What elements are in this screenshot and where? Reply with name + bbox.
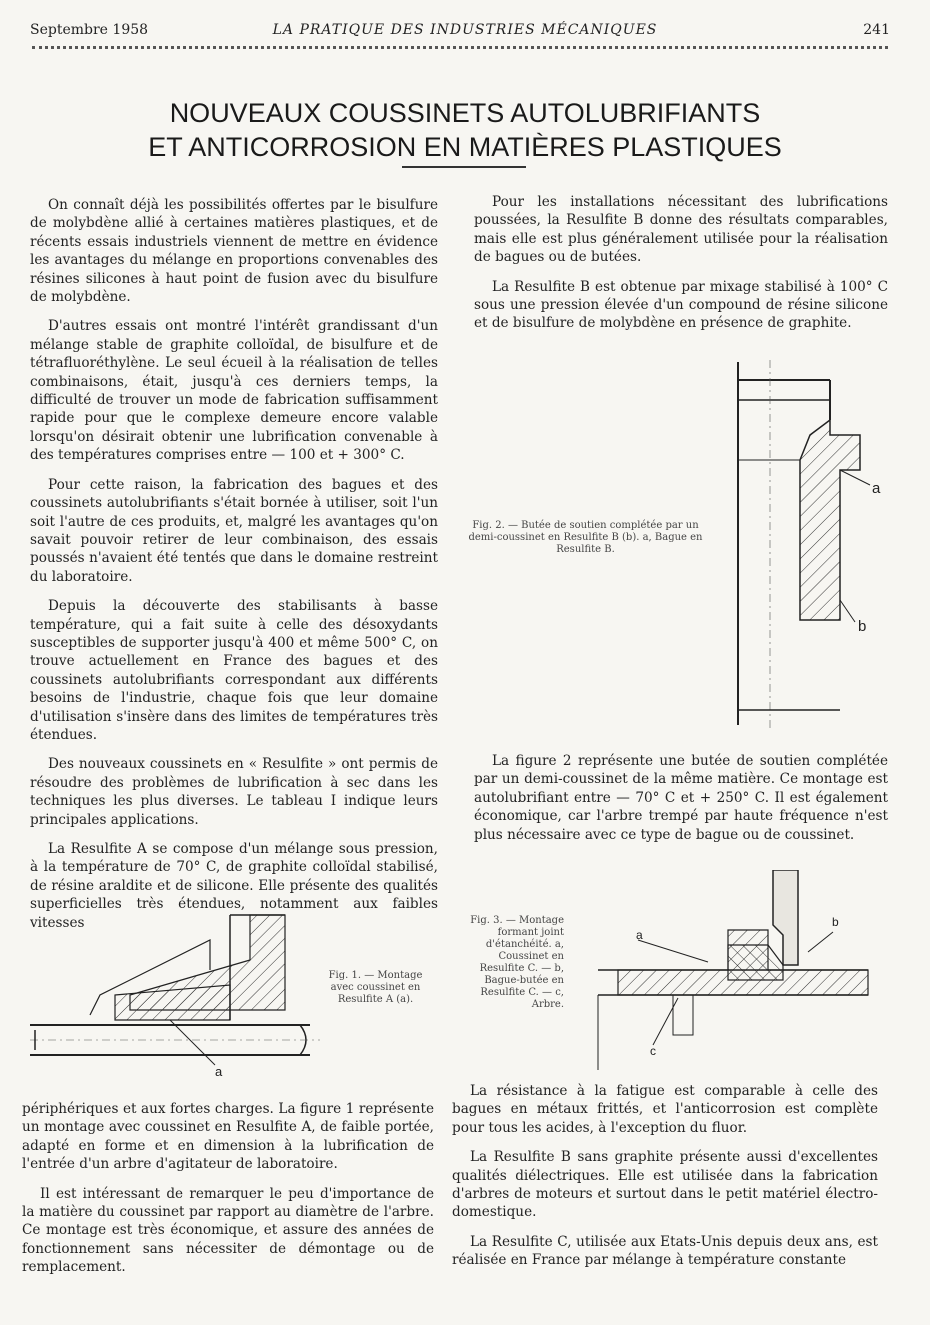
fig2-label-a: a [872, 480, 881, 497]
paragraph: Pour cette raison, la fabrication des bagues et des coussinets autolubrifiants s'était bornée à utiliser, soit l'un soit l'autre de ces produits, et, malgré les avantages qu'on savait pouvoir retirer de leur combinaison, des essais poussés n'avaient été tentés que dans le domaine restreint du laboratoire. [30, 476, 438, 585]
paragraph: La résistance à la fatigue est comparable à celle des bagues en métaux frittés, et l'anticorrosion est complète pour tous les acides, à l'exception du fluor. [452, 1083, 878, 1136]
fig3-label-c: c [650, 1044, 656, 1058]
paragraph: D'autres essais ont montré l'intérêt grandissant d'un mélange stable de graphite colloïdal, de bisulfure et de tétrafluoréthylène. Le seul écueil à la réalisation de telles combinaisons, était, jusqu'à ces derniers temps, la difficulté de trouver un mode de fabrication suffisamment rapide pour que le complexe demeure encore valable lorsqu'on désirait obtenir une lubrification convenable à des températures comprises entre — 100 et + 300° C. [30, 318, 438, 464]
paragraph: La Resulfite B est obtenue par mixage stabilisé à 100° C sous une pression élevée d'un compound de résine silicone et de bisulfure de molybdène en présence de graphite. [474, 278, 888, 332]
paragraph: périphériques et aux fortes charges. La figure 1 représente un montage avec coussinet en Resulfite A, de faible portée, adapté en forme et en dimension à la lubrification de l'entrée d'un arbre d'agitateur de laboratoire. [22, 1101, 434, 1173]
figure-2-drawing [730, 360, 890, 730]
paragraph: Depuis la découverte des stabilisants à basse température, qui a fait suite à celle des désoxydants susceptibles de supporter jusqu'à 400 et même 500° C, on trouve actuellement en France des bagues et des coussinets autolubrifiants correspondant aux différents besoins de l'industrie, chaque fois que leur domaine d'utilisation s'insère dans des limites de températures très étendues. [30, 598, 438, 743]
page-number: 241 [863, 22, 890, 38]
header-divider [32, 46, 888, 49]
paragraph: Pour les installations nécessitant des lubrifications poussées, la Resulfite B donne des résultats comparables, mais elle est plus généralement utilisée pour la réalisation de bagues ou de butées. [474, 194, 888, 266]
figure-2-caption: Fig. 2. — Butée de soutien complétée par un demi-coussinet en Resulfite B (b). a, Bague en Resulfite B. [468, 520, 703, 555]
figure-3-caption: Fig. 3. — Montage formant joint d'étanchéité. a, Coussinet en Resulfite C. — b, Bague-butée en Resulfite C. — c, Arbre. [470, 915, 564, 1010]
article-title-line1: NOUVEAUX COUSSINETS AUTOLUBRIFIANTS [169, 98, 761, 128]
figure-1-drawing [30, 900, 320, 1075]
figure-1-caption: Fig. 1. — Montage avec coussinet en Resulfite A (a). [328, 970, 423, 1005]
paragraph: La Resulfite B sans graphite présente aussi d'excellentes qualités diélectriques. Elle est utilisée dans la fabrication d'arbres de moteurs et surtout dans le petit matériel électro-domestique. [452, 1149, 878, 1221]
fig2-label-b: b [858, 618, 867, 635]
header-date: Septembre 1958 [30, 22, 149, 38]
right-column-lower [452, 1082, 878, 1281]
fig1-label-a: a [215, 1064, 223, 1079]
paragraph: Il est intéressant de remarquer le peu d'importance de la matière du coussinet par rapport au diamètre de l'arbre. Ce montage est très économique, et assure des années de fonctionnement sans nécessiter de démontage ou de remplacement. [22, 1185, 434, 1276]
header-journal: LA PRATIQUE DES INDUSTRIES MÉCANIQUES [272, 22, 658, 38]
fig3-label-b: b [832, 915, 839, 929]
figure-3-drawing [578, 870, 878, 1070]
left-column [30, 196, 438, 943]
right-column-upper [474, 193, 888, 344]
paragraph: On connaît déjà les possibilités offertes par le bisulfure de molybdène allié à certaines matières plastiques, et de récents essais industriels viennent de mettre en évidence les avantages du mélange en proportions convenables des résines silicones à haut point de fusion avec du bisulfure de molybdène. [30, 197, 438, 306]
fig3-label-a: a [636, 928, 643, 942]
title-rule [402, 166, 526, 168]
paragraph: Des nouveaux coussinets en « Resulfite » ont permis de résoudre des problèmes de lubrification à sec dans les techniques les plus diverses. Le tableau I indique leurs principales applications. [30, 756, 438, 828]
article-title-line2: ET ANTICORROSION EN MATIÈRES PLASTIQUES [148, 132, 782, 162]
paragraph: La Resulfite A se compose d'un mélange sous pression, à la température de 70° C, de graphite colloïdal stabilisé, de résine araldite et de silicone. Elle présente des qualités superficielles très étendues, notamment aux faibles vitesses [30, 841, 438, 931]
paragraph: La Resulfite C, utilisée aux Etats-Unis depuis deux ans, est réalisée en France par mélange à température constante [452, 1233, 878, 1269]
paragraph: La figure 2 représente une butée de soutien complétée par un demi-coussinet de la même matière. Ce montage est autolubrifiant entre — 70° C et + 250° C. Il est également économique, car l'arbre trempé par haute fréquence n'est plus nécessaire avec ce type de bague ou de coussinet. [474, 753, 888, 843]
left-column-lower [22, 1100, 434, 1288]
right-column-middle [474, 752, 888, 855]
